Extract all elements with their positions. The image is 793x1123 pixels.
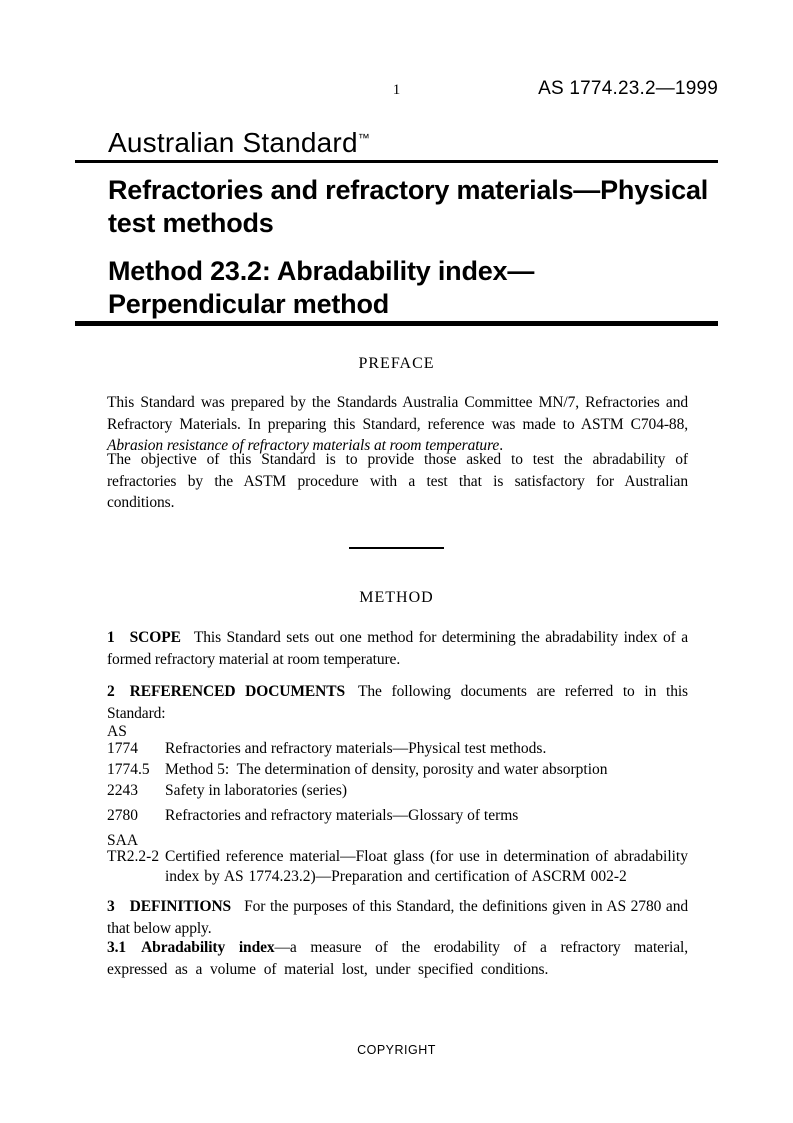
preface-heading: PREFACE — [358, 355, 435, 372]
document-title-line-1: Refractories and refractory materials—Physical — [108, 175, 709, 205]
reference-code: 2243 — [107, 782, 138, 799]
section-2-text: The following documents are referred to in this Standard: — [107, 683, 688, 722]
reference-code: 2780 — [107, 807, 138, 824]
reference-title: Certified reference material—Float glass (for use in determination of abradability index by AS 1774.23.2)—Preparation and certification of ASCRM 002-2 — [165, 848, 688, 885]
preface-paragraph-1-end: . — [499, 437, 503, 454]
section-2-referenced-documents — [107, 681, 688, 724]
method-title — [108, 255, 733, 321]
trademark-symbol: ™ — [357, 131, 370, 145]
reference-group-as: AS — [107, 723, 127, 740]
method-title-line-1: Method 23.2: Abradability index— — [108, 256, 535, 286]
definition-number: 3.1 — [107, 939, 127, 956]
section-2-title: REFERENCED DOCUMENTS — [129, 683, 346, 700]
section-3-number: 3 — [107, 898, 115, 915]
preface-paragraph-1-text: This Standard was prepared by the Standards Australia Committee MN/7, Refractories and Refractory Materials. In preparing this Standard, reference was made to ASTM C704-88, — [107, 394, 688, 433]
section-1-scope — [107, 627, 688, 670]
method-title-line-2: Perpendicular method — [108, 289, 390, 319]
copyright-notice: COPYRIGHT — [357, 1043, 436, 1057]
document-title — [108, 174, 733, 240]
definition-3-1 — [107, 937, 688, 980]
title-rule — [75, 321, 718, 326]
section-1-number: 1 — [107, 629, 115, 646]
reference-item — [107, 806, 688, 826]
reference-title: Refractories and refractory materials—Glossary of terms — [165, 807, 519, 824]
page-header — [75, 78, 718, 102]
document-title-line-2: test methods — [108, 208, 274, 238]
reference-item — [107, 847, 688, 887]
section-3-text: For the purposes of this Standard, the definitions given in AS 2780 and that below apply. — [107, 898, 688, 937]
section-1-title: SCOPE — [129, 629, 181, 646]
section-3-definitions — [107, 896, 688, 939]
brand-name: Australian Standard — [108, 127, 358, 158]
definition-text: —a measure of the erodability of a refractory material, expressed as a volume of material lost, under specified conditions. — [107, 939, 688, 978]
section-divider — [75, 547, 718, 549]
reference-group-saa: SAA — [107, 832, 139, 849]
reference-item — [107, 781, 688, 801]
section-2-number: 2 — [107, 683, 115, 700]
reference-title: Refractories and refractory materials—Physical test methods. — [165, 740, 547, 757]
header-rule — [75, 160, 718, 163]
reference-title: Safety in laboratories (series) — [165, 782, 348, 799]
definition-term: Abradability index — [141, 939, 275, 956]
section-1-text: This Standard sets out one method for determining the abradability index of a formed refractory material at room temperature. — [107, 629, 688, 668]
brand-title — [108, 127, 370, 159]
reference-item — [107, 739, 688, 759]
reference-code: 1774.5 — [107, 761, 150, 778]
divider-line — [349, 547, 444, 549]
reference-item — [107, 760, 688, 780]
document-reference: AS 1774.23.2—1999 — [538, 78, 718, 99]
section-3-title: DEFINITIONS — [129, 898, 232, 915]
reference-title: Method 5: The determination of density, porosity and water absorption — [165, 761, 608, 778]
method-heading: METHOD — [359, 589, 434, 606]
reference-code: 1774 — [107, 740, 138, 757]
referenced-work-title: Abrasion resistance of refractory materials at room temperature — [107, 437, 500, 454]
reference-code: TR2.2-2 — [107, 848, 160, 865]
preface-paragraph-2: The objective of this Standard is to provide those asked to test the abradability of refractories by the ASTM procedure with a test that is satisfactory for Australian conditions. — [107, 451, 688, 511]
page-number: 1 — [392, 82, 401, 98]
preface-paragraph-1 — [107, 392, 688, 457]
